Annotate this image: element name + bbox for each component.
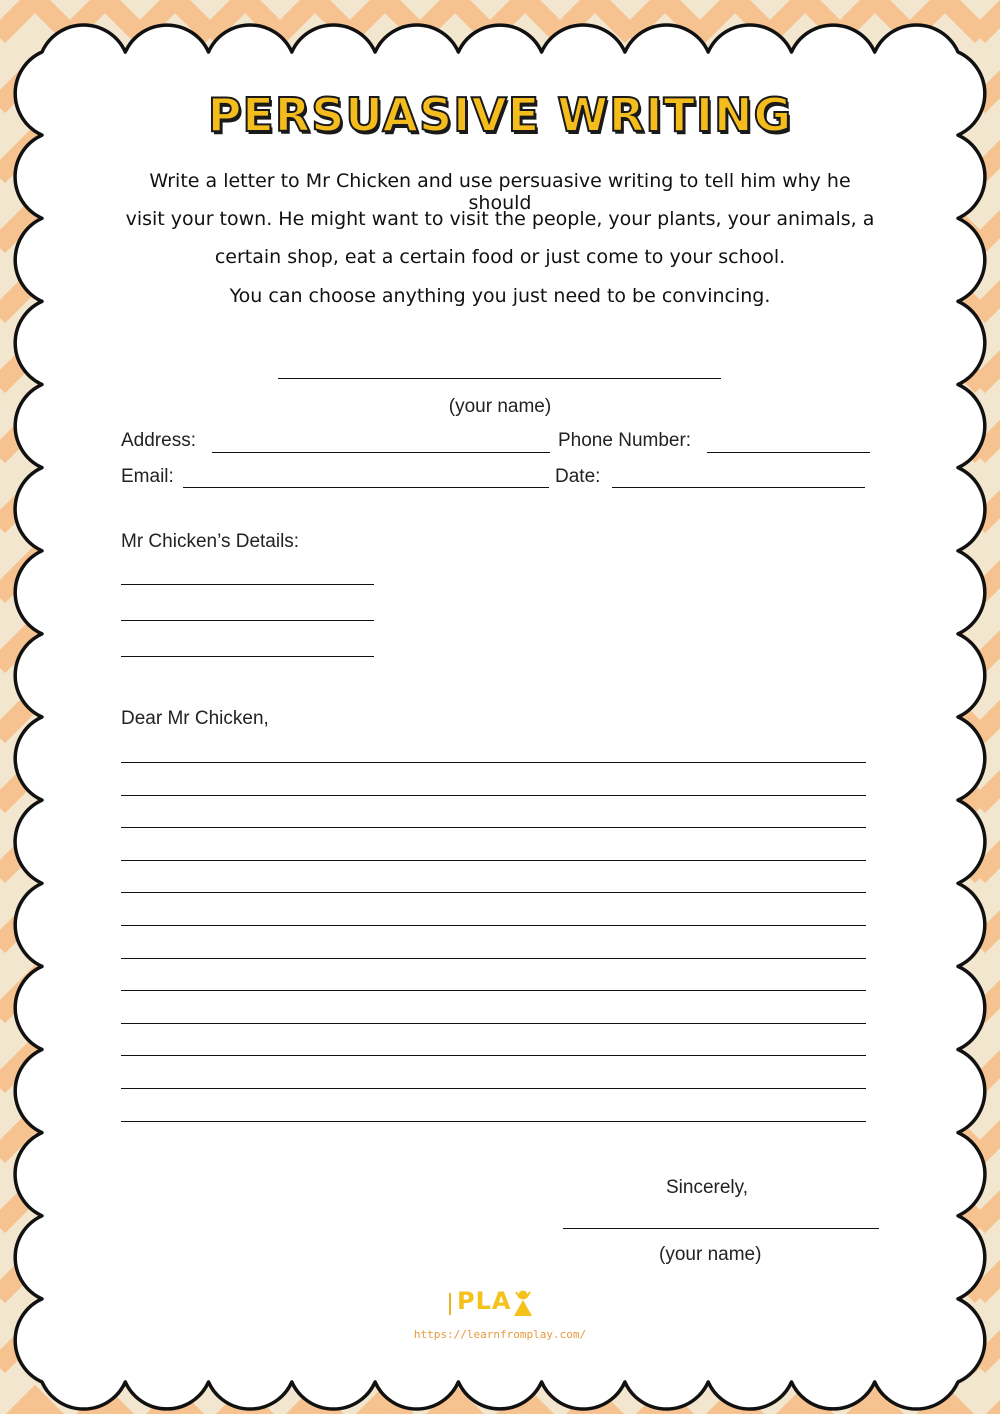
date-field[interactable] bbox=[612, 487, 865, 488]
letter-closing: Sincerely, bbox=[666, 1177, 749, 1198]
letter-line[interactable] bbox=[121, 762, 866, 763]
letter-line[interactable] bbox=[121, 827, 866, 828]
date-label: Date: bbox=[555, 466, 601, 487]
signature-caption: (your name) bbox=[659, 1244, 762, 1265]
letter-line[interactable] bbox=[121, 1055, 866, 1056]
recipient-line-1[interactable] bbox=[121, 584, 374, 585]
letter-line[interactable] bbox=[121, 860, 866, 861]
page-title: PERSUASIVE WRITING bbox=[207, 88, 793, 142]
letter-line[interactable] bbox=[121, 990, 866, 991]
learn-from-play-logo bbox=[449, 1287, 549, 1321]
logo-text: PLA bbox=[457, 1287, 512, 1315]
instruction-line-4: You can choose anything you just need to be convincing. bbox=[229, 285, 771, 307]
writer-name-caption: (your name) bbox=[448, 396, 552, 417]
letter-line[interactable] bbox=[121, 795, 866, 796]
signature-line[interactable] bbox=[563, 1228, 879, 1229]
recipient-line-3[interactable] bbox=[121, 656, 374, 657]
recipient-details-label: Mr Chicken’s Details: bbox=[121, 531, 300, 552]
letter-line[interactable] bbox=[121, 1023, 866, 1024]
instruction-line-1: Write a letter to Mr Chicken and use persuasive writing to tell him why he should bbox=[149, 170, 851, 214]
footer-url[interactable]: https://learnfromplay.com/ bbox=[413, 1328, 587, 1341]
address-field[interactable] bbox=[212, 452, 550, 453]
phone-label: Phone Number: bbox=[558, 430, 692, 451]
address-label: Address: bbox=[121, 430, 196, 451]
letter-line[interactable] bbox=[121, 958, 866, 959]
email-label: Email: bbox=[121, 466, 174, 487]
instruction-line-2: visit your town. He might want to visit the people, your plants, your animals, a bbox=[125, 208, 875, 230]
letter-greeting: Dear Mr Chicken, bbox=[121, 708, 269, 729]
letter-line[interactable] bbox=[121, 892, 866, 893]
letter-line[interactable] bbox=[121, 1088, 866, 1089]
recipient-line-2[interactable] bbox=[121, 620, 374, 621]
email-field[interactable] bbox=[183, 487, 549, 488]
instruction-line-3: certain shop, eat a certain food or just come to your school. bbox=[214, 246, 786, 268]
child-figure-icon bbox=[511, 1289, 535, 1319]
letter-line[interactable] bbox=[121, 925, 866, 926]
letter-line[interactable] bbox=[121, 1121, 866, 1122]
phone-field[interactable] bbox=[707, 452, 870, 453]
writer-name-line[interactable] bbox=[278, 378, 721, 379]
